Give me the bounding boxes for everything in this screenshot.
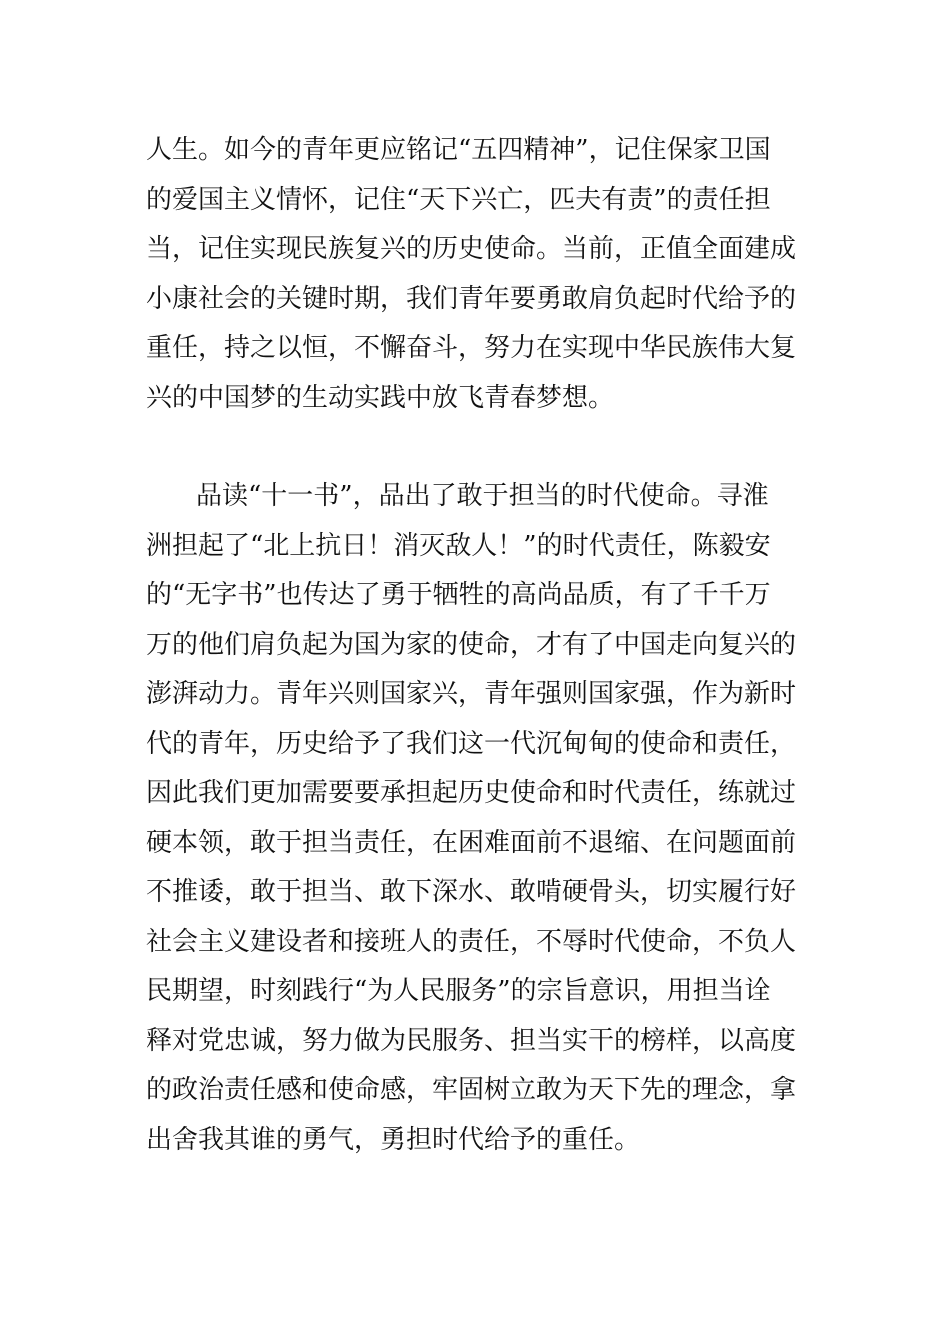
text-line: 万的他们肩负起为国为家的使命，才有了中国走向复兴的 (146, 630, 797, 660)
text-line: 人生。如今的青年更应铭记“五四精神”，记住保家卫国 (146, 135, 771, 165)
text-line: 出舍我其谁的勇气，勇担时代给予的重任。 (146, 1125, 641, 1155)
text-line: 社会主义建设者和接班人的责任，不辱时代使命，不负人 (146, 927, 797, 957)
text-line: 兴的中国梦的生动实践中放飞青春梦想。 (146, 383, 615, 413)
text-line: 小康社会的关键时期，我们青年要勇敢肩负起时代给予的 (146, 284, 797, 314)
text-line: 不推诿，敢于担当、敢下深水、敢啃硬骨头，切实履行好 (146, 877, 797, 907)
text-line: 品读“十一书”，品出了敢于担当的时代使命。寻淮 (196, 481, 769, 511)
text-line: 的“无字书”也传达了勇于牺牲的高尚品质，有了千千万 (146, 580, 771, 610)
text-line: 代的青年，历史给予了我们这一代沉甸甸的使命和责任， (146, 729, 797, 759)
text-line: 释对党忠诚，努力做为民服务、担当实干的榜样，以高度 (146, 1026, 797, 1056)
text-line: 民期望，时刻践行“为人民服务”的宗旨意识，用担当诠 (146, 976, 771, 1006)
text-line: 洲担起了“北上抗日！消灭敌人！”的时代责任，陈毅安 (146, 531, 771, 561)
text-line: 的政治责任感和使命感，牢固树立敢为天下先的理念，拿 (146, 1075, 797, 1105)
text-line: 当，记住实现民族复兴的历史使命。当前，正值全面建成 (146, 234, 797, 264)
text-line: 澎湃动力。青年兴则国家兴，青年强则国家强，作为新时 (146, 679, 797, 709)
text-line: 因此我们更加需要要承担起历史使命和时代责任，练就过 (146, 778, 797, 808)
text-line: 重任，持之以恒，不懈奋斗，努力在实现中华民族伟大复 (146, 333, 797, 363)
text-line: 的爱国主义情怀，记住“天下兴亡，匹夫有责”的责任担 (146, 185, 771, 215)
text-line: 硬本领，敢于担当责任，在困难面前不退缩、在问题面前 (146, 828, 797, 858)
